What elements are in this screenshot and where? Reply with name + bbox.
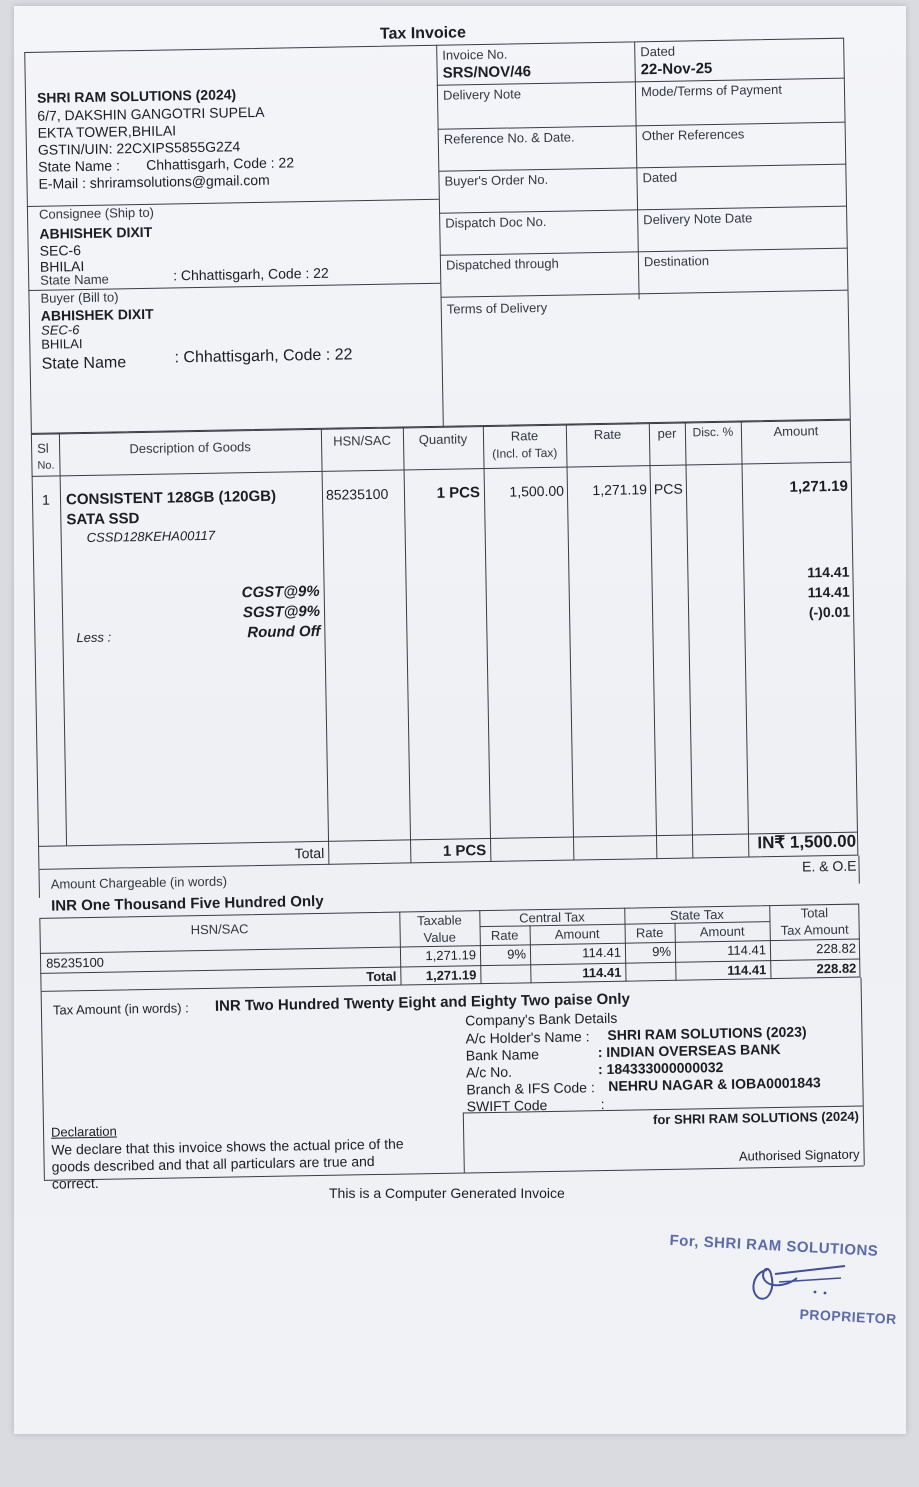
computer-generated-note: This is a Computer Generated Invoice <box>329 1185 565 1201</box>
consignee-name: ABHISHEK DIXIT <box>39 223 153 242</box>
ts-row-c-rate: 9% <box>507 946 527 962</box>
buyer-state-value: : Chhattisgarh, Code : 22 <box>174 346 353 367</box>
mode-terms-label: Mode/Terms of Payment <box>640 81 782 100</box>
sgst-label: SGST@9% <box>242 602 321 622</box>
invoice-document <box>24 24 876 1192</box>
item-amount: 1,271.19 <box>789 477 849 496</box>
round-off-amount: (-)0.01 <box>808 603 851 621</box>
buyer-state-label: State Name <box>41 354 127 373</box>
seller-address-1: 6/7, DAKSHIN GANGOTRI SUPELA <box>37 103 265 124</box>
sgst-amount: 114.41 <box>807 583 850 601</box>
ts-row-taxable: 1,271.19 <box>425 947 477 964</box>
declaration-line3: correct. <box>51 1174 99 1192</box>
seller-email: E-Mail : shriramsolutions@gmail.com <box>38 171 270 192</box>
buyer-name: ABHISHEK DIXIT <box>40 305 154 324</box>
col-rate-incl-sub: (Incl. of Tax) <box>492 445 558 461</box>
ts-h-value: Value <box>423 929 456 946</box>
round-off-label: Round Off <box>247 622 321 642</box>
buyer-line1: SEC-6 <box>40 322 80 338</box>
tax-words-label: Tax Amount (in words) : <box>52 1000 189 1018</box>
ts-total-total: 228.82 <box>816 960 857 977</box>
amount-words-value: INR One Thousand Five Hundred Only <box>50 892 324 915</box>
declaration-line1: We declare that this invoice shows the actual price of the <box>51 1135 404 1158</box>
eoe-note: E. & O.E <box>801 857 857 875</box>
col-hsn: HSN/SAC <box>333 432 392 449</box>
ts-h-hsn: HSN/SAC <box>190 921 249 938</box>
declaration-line2: goods described and that all particulars are true and <box>51 1153 375 1175</box>
total-label: Total <box>294 844 325 862</box>
col-sl: Sl <box>36 440 49 456</box>
bank-swift-label: SWIFT Code <box>466 1097 548 1115</box>
item-per: PCS <box>653 480 683 498</box>
col-per: per <box>657 425 677 442</box>
seller-name: SHRI RAM SOLUTIONS (2024) <box>36 86 237 106</box>
signature-mark <box>745 1258 855 1308</box>
buyers-order-label: Buyer's Order No. <box>444 171 549 189</box>
ts-row-total: 228.82 <box>816 940 857 957</box>
item-qty: 1 PCS <box>436 484 481 502</box>
ts-total-s-amount: 114.41 <box>727 962 767 978</box>
bank-holder-label: A/c Holder's Name : <box>465 1028 590 1047</box>
item-rate-incl: 1,500.00 <box>509 482 565 500</box>
consignee-line1: SEC-6 <box>39 242 82 259</box>
ts-total-c-amount: 114.41 <box>582 964 622 981</box>
consignee-state-label: State Name <box>40 271 109 288</box>
cgst-label: CGST@9% <box>241 582 320 602</box>
seller-state-value: Chhattisgarh, Code : 22 <box>146 154 295 173</box>
bank-branch-value: NEHRU NAGAR & IOBA0001843 <box>608 1074 821 1094</box>
ts-h-c-rate: Rate <box>490 927 519 943</box>
bank-acc-label: A/c No. <box>465 1063 513 1081</box>
delivery-note-label: Delivery Note <box>442 86 522 103</box>
less-label: Less : <box>76 629 112 646</box>
ts-h-taxable: Taxable <box>416 912 462 929</box>
total-amount: IN₹ 1,500.00 <box>757 831 857 853</box>
seller-state-label: State Name : <box>38 157 121 175</box>
item-desc-line1: CONSISTENT 128GB (120GB) <box>65 487 277 509</box>
col-amount: Amount <box>773 423 819 439</box>
dated-value: 22-Nov-25 <box>640 59 713 79</box>
destination-label: Destination <box>643 253 710 270</box>
item-desc-line2: SATA SSD <box>66 510 140 529</box>
for-company: for SHRI RAM SOLUTIONS (2024) <box>652 1108 860 1128</box>
other-references-label: Other References <box>641 126 745 144</box>
item-hsn: 85235100 <box>325 485 389 503</box>
invoice-no-label: Invoice No. <box>442 46 508 63</box>
seller-gstin: GSTIN/UIN: 22CXIPS5855G2Z4 <box>37 138 241 158</box>
bank-swift-value: : <box>600 1096 605 1113</box>
ts-h-s-rate: Rate <box>635 924 664 941</box>
col-rate: Rate <box>593 426 622 443</box>
ts-row-s-rate: 9% <box>652 943 672 960</box>
ts-h-state: State Tax <box>669 906 724 923</box>
stamp-proprietor: PROPRIETOR <box>799 1306 898 1328</box>
item-sl: 1 <box>41 491 50 508</box>
col-no: No. <box>37 459 55 472</box>
stamp-company: For, SHRI RAM SOLUTIONS <box>669 1232 879 1260</box>
bank-name-label: Bank Name <box>465 1046 540 1064</box>
tax-words-value: INR Two Hundred Twenty Eight and Eighty Two paise Only <box>214 990 630 1015</box>
ts-h-c-amount: Amount <box>554 926 600 942</box>
ts-row-hsn: 85235100 <box>45 954 105 971</box>
dispatch-doc-label: Dispatch Doc No. <box>445 213 547 231</box>
delivery-note-date-label: Delivery Note Date <box>643 210 753 228</box>
dated2-label: Dated <box>642 169 678 186</box>
declaration-heading: Declaration <box>50 1123 117 1140</box>
seller-address-2: EKTA TOWER,BHILAI <box>37 122 177 141</box>
consignee-state-value: : Chhattisgarh, Code : 22 <box>172 264 329 284</box>
col-disc: Disc. % <box>692 424 734 440</box>
bank-acc-value: : 184333000000032 <box>597 1058 724 1078</box>
cgst-amount: 114.41 <box>807 563 850 581</box>
bank-heading: Company's Bank Details <box>465 1009 618 1029</box>
col-description: Description of Goods <box>129 439 251 457</box>
bank-branch-label: Branch & IFS Code : <box>466 1079 595 1098</box>
ts-total-label: Total <box>366 968 397 985</box>
dispatched-through-label: Dispatched through <box>445 255 559 273</box>
reference-label: Reference No. & Date. <box>443 129 575 147</box>
consignee-line2: BHILAI <box>39 257 85 275</box>
col-rate-incl: Rate <box>510 428 539 444</box>
document-title: Tax Invoice <box>379 24 467 43</box>
ts-row-s-amount: 114.41 <box>727 942 767 958</box>
amount-words-label: Amount Chargeable (in words) <box>50 873 228 892</box>
ts-total-taxable: 1,271.19 <box>425 967 477 984</box>
buyer-heading: Buyer (Bill to) <box>40 289 119 306</box>
ts-h-central: Central Tax <box>519 909 585 926</box>
authorised-signatory: Authorised Signatory <box>738 1146 860 1164</box>
dated-label: Dated <box>640 43 676 60</box>
terms-of-delivery-label: Terms of Delivery <box>446 299 548 317</box>
total-qty: 1 PCS <box>442 842 487 860</box>
ts-row-c-amount: 114.41 <box>582 944 622 961</box>
ts-h-total-tax: Tax Amount <box>780 921 849 938</box>
invoice-no: SRS/NOV/46 <box>442 63 532 82</box>
item-rate: 1,271.19 <box>592 481 648 499</box>
consignee-heading: Consignee (Ship to) <box>38 204 155 222</box>
buyer-line2: BHILAI <box>41 336 83 352</box>
ts-h-s-amount: Amount <box>699 923 745 940</box>
bank-holder-value: SHRI RAM SOLUTIONS (2023) <box>607 1023 807 1043</box>
ts-h-total: Total <box>800 905 829 921</box>
bank-name-value: : INDIAN OVERSEAS BANK <box>597 1040 781 1061</box>
item-serial: CSSD128KEHA00117 <box>86 527 216 545</box>
col-quantity: Quantity <box>418 431 468 448</box>
